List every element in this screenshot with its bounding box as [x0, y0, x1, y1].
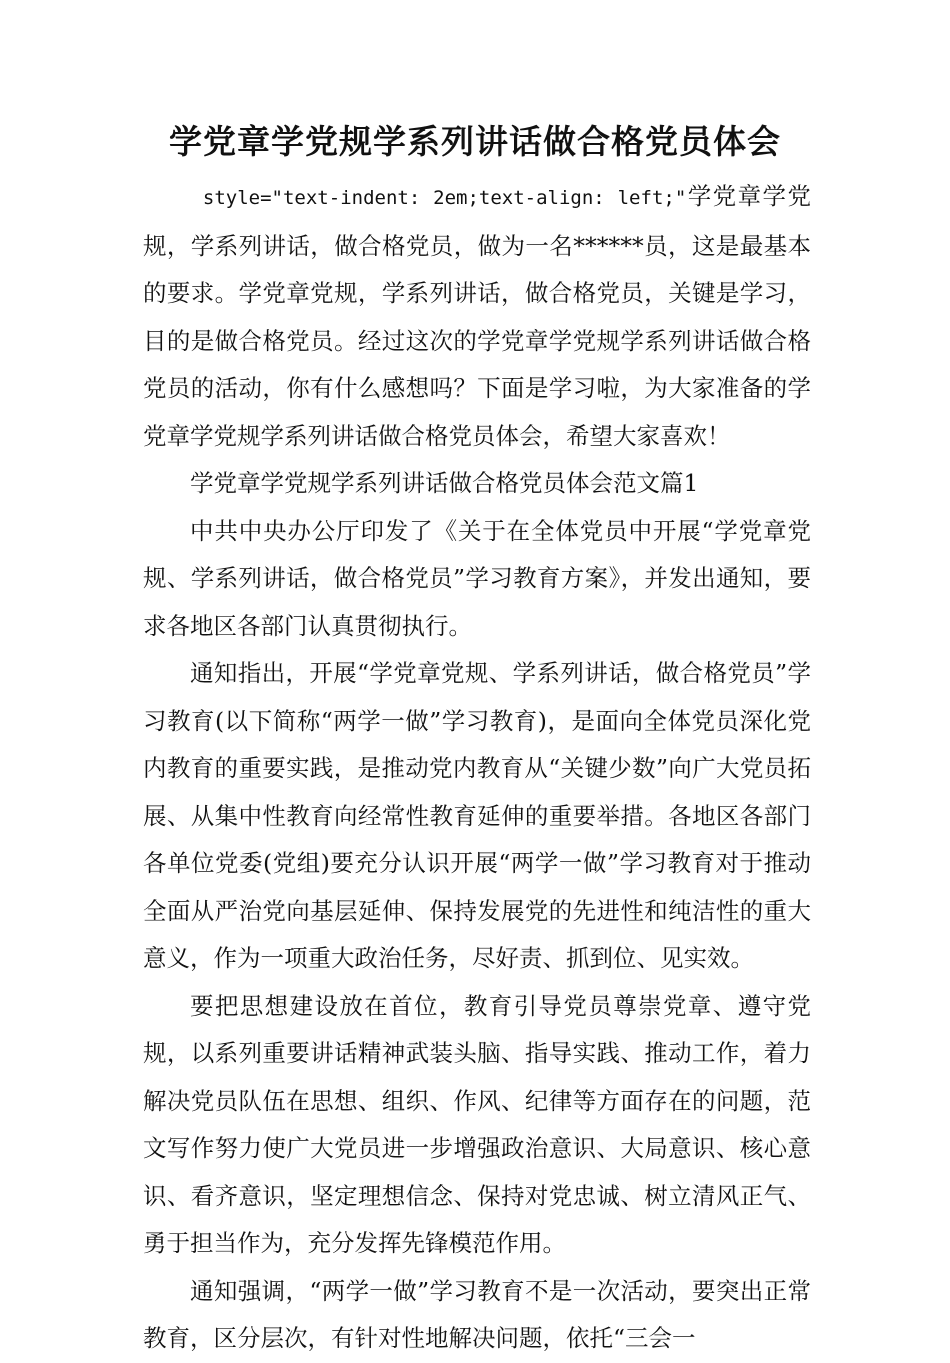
document-title: 学党章学党规学系列讲话做合格党员体会	[169, 122, 781, 161]
section-heading: 学党章学党规学系列讲话做合格党员体会范文篇1	[190, 469, 699, 497]
body-paragraph: 要把思想建设放在首位，教育引导党员尊崇党章、遵守党规，以系列重要讲话精神武装头脑、指导实践、推动工作，着力解决党员队伍在思想、组织、作风、纪律等方面存在的问题，范文写作努力使广大党员进一步增强政治意识、大局意识、核心意识、看齐意识，坚定理想信念、保持对党忠诚、树立清风正气、勇于担当作为，充分发挥先锋模范作用。	[143, 991, 811, 1257]
body-paragraph: 通知指出，开展“学党章党规、学系列讲话，做合格党员”学习教育(以下简称“两学一做”学习教育)，是面向全体党员深化党内教育的重要实践，是推动党内教育从“关键少数”向广大党员拓展、从集中性教育向经常性教育延伸的重要举措。各地区各部门各单位党委(党组)要充分认识开展“两学一做”学习教育对于推动全面从严治党向基层延伸、保持发展党的先进性和纯洁性的重大意义，作为一项重大政治任务，尽好责、抓到位、见实效。	[143, 659, 811, 972]
body-paragraph: 通知强调，“两学一做”学习教育不是一次活动，要突出正常教育，区分层次，有针对性地解决问题，依托“三会一	[143, 1276, 811, 1352]
intro-code-text: style="text-indent: 2em;text-align: left;"	[202, 187, 687, 209]
body-paragraph: 中共中央办公厅印发了《关于在全体党员中开展“学党章党规、学系列讲话，做合格党员”学习教育方案》，并发出通知，要求各地区各部门认真贯彻执行。	[143, 516, 811, 640]
document-body	[143, 173, 811, 1363]
intro-text: 学党章学党规，学系列讲话，做合格党员，做为一名******员，这是最基本的要求。学党章党规，学系列讲话，做合格党员，关键是学习，目的是做合格党员。经过这次的学党章学党规学系列讲话做合格党员的活动，你有什么感想吗？下面是学习啦，为大家准备的学党章学党规学系列讲话做合格党员体会，希望大家喜欢！	[143, 182, 812, 450]
intro-paragraph	[143, 173, 811, 460]
